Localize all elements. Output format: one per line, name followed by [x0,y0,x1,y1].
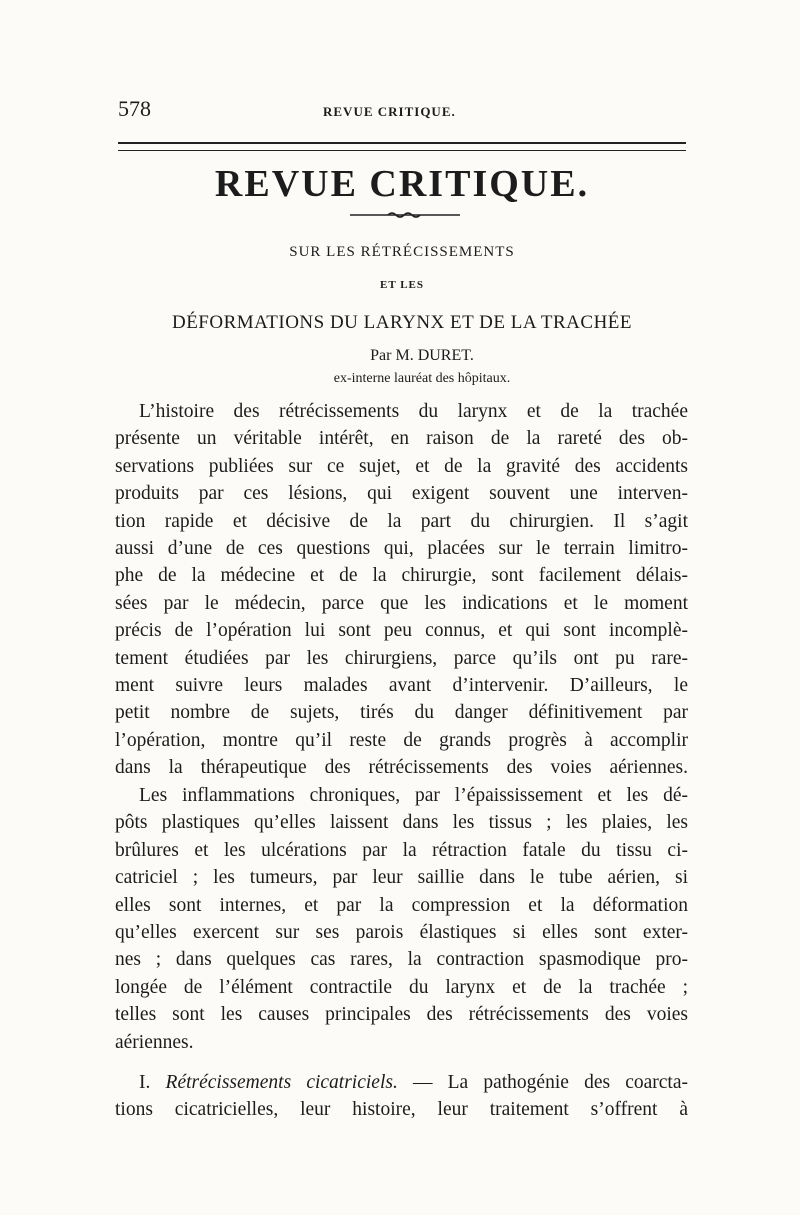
text-line: Les inflammations chroniques, par l’épaississement et les dé- [139,785,688,806]
subtitle-line-1: SUR LES RÉTRÉCISSEMENTS [289,244,515,260]
section-number: I. [139,1072,151,1093]
text-line: tions cicatricielles, leur histoire, leur traitement s’offrent à [115,1099,688,1121]
section-heading-rest: — La pathogénie des coarcta- [412,1072,688,1093]
text-line: longée de l’élément contractile du larynx et de la trachée ; [115,976,688,998]
section-heading: Rétrécissements cicatriciels. [165,1072,398,1093]
running-head [118,96,686,126]
text-line: ment suivre leurs malades avant d’intervenir. D’ailleurs, le [115,675,688,697]
text-line: brûlures et les ulcérations par la rétraction fatale du tissu ci- [115,839,688,861]
text-line: aériennes. [115,1031,194,1053]
header-double-rule [118,142,686,151]
text-line: catriciel ; les tumeurs, par leur saillie dans le tube aérien, si [115,867,688,889]
text-line: L’histoire des rétrécissements du larynx et de la trachée [139,401,688,422]
text-line: l’opération, montre qu’il reste de grands progrès à accomplir [115,729,688,751]
text-line: nes ; dans quelques cas rares, la contraction spasmodique pro- [115,949,688,971]
text-line: elles sont internes, et par la compression et la déformation [115,894,688,916]
author-name: Par M. DURET. [370,347,474,364]
text-line: phe de la médecine et de la chirurgie, sont facilement délais- [115,565,688,587]
running-title: REVUE CRITIQUE. [323,104,456,119]
text-line: présente un véritable intérêt, en raison de la rareté des ob- [115,428,688,450]
text-line: servations publiées sur ce sujet, et de la gravité des accidents [115,455,688,477]
text-line: sées par le médecin, parce que les indications et le moment [115,592,688,614]
text-line: petit nombre de sujets, tirés du danger définitivement par [115,702,688,724]
section-heading-line [115,1069,688,1096]
paragraph-1 [115,398,688,782]
section-1 [115,1069,688,1124]
subtitle-line-3: DÉFORMATIONS DU LARYNX ET DE LA TRACHÉE [171,312,633,333]
paragraph-2 [115,782,688,1056]
text-line: tion rapide et décisive de la part du chirurgien. Il s’agit [115,510,688,532]
page-number: 578 [118,96,151,121]
text-line: précis de l’opération lui sont peu connus, et qui sont incomplè- [115,620,688,642]
subtitle-line-2: ET LES [379,279,425,291]
text-line: dans la thérapeutique des rétrécissements des voies aériennes. [115,757,688,779]
ornament-divider-icon [350,211,460,219]
author-affiliation: ex-interne lauréat des hôpitaux. [333,371,511,386]
text-line: aussi d’une de ces questions qui, placées sur le terrain limitro- [115,538,688,560]
text-line: produits par ces lésions, qui exigent souvent une interven- [115,483,688,505]
main-title: REVUE CRITIQUE. [214,163,590,205]
text-line: qu’elles exercent sur ses parois élastiques si elles sont exter- [115,922,688,944]
text-line: tement étudiées par les chirurgiens, parce qu’ils ont pu rare- [115,647,688,669]
text-line: pôts plastiques qu’elles laissent dans les tissus ; les plaies, les [115,812,688,834]
text-line: telles sont les causes principales des rétrécissements des voies [115,1004,688,1026]
